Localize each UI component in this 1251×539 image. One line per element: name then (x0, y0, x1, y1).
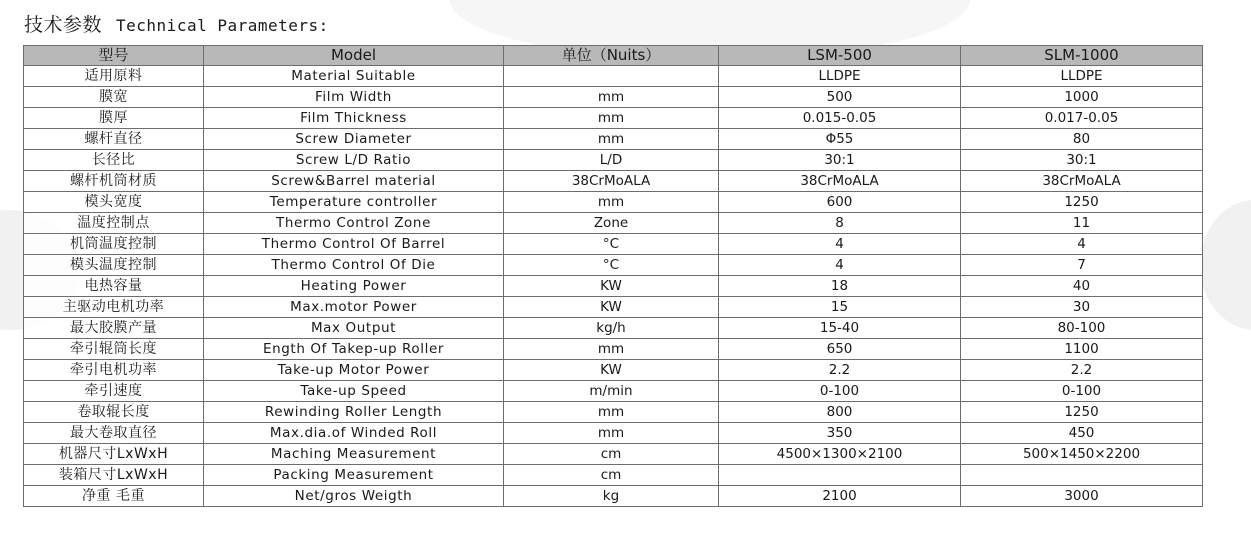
param-unit: KW (504, 297, 719, 318)
table-row (24, 129, 1203, 150)
param-name-zh: 牵引速度 (24, 381, 204, 402)
table-row (24, 297, 1203, 318)
value-slm-1000: 30:1 (961, 150, 1203, 171)
param-name-en: Film Thickness (204, 108, 504, 129)
param-name-zh: 牵引电机功率 (24, 360, 204, 381)
background-shape-right (1200, 200, 1251, 330)
param-name-en: Max.motor Power (204, 297, 504, 318)
param-name-zh: 主驱动电机功率 (24, 297, 204, 318)
value-lsm-500: 30:1 (719, 150, 961, 171)
param-unit: cm (504, 444, 719, 465)
value-slm-1000: LLDPE (961, 66, 1203, 87)
param-name-zh: 机筒温度控制 (24, 234, 204, 255)
value-slm-1000: 80 (961, 129, 1203, 150)
param-name-en: Take-up Motor Power (204, 360, 504, 381)
table-row (24, 255, 1203, 276)
param-name-en: Screw&Barrel material (204, 171, 504, 192)
value-lsm-500: 15 (719, 297, 961, 318)
param-name-en: Rewinding Roller Length (204, 402, 504, 423)
table-row (24, 381, 1203, 402)
param-name-en: Ength Of Takep-up Roller (204, 339, 504, 360)
param-name-en: Maching Measurement (204, 444, 504, 465)
param-name-zh: 模头宽度 (24, 192, 204, 213)
table-row (24, 276, 1203, 297)
table-row (24, 486, 1203, 507)
value-lsm-500: 4 (719, 234, 961, 255)
param-name-zh: 螺杆机筒材质 (24, 171, 204, 192)
param-unit: mm (504, 402, 719, 423)
param-name-en: Temperature controller (204, 192, 504, 213)
table-row (24, 444, 1203, 465)
value-lsm-500: 350 (719, 423, 961, 444)
param-unit: mm (504, 192, 719, 213)
param-name-zh: 最大胶膜产量 (24, 318, 204, 339)
table-row (24, 339, 1203, 360)
param-unit (504, 66, 719, 87)
value-lsm-500 (719, 465, 961, 486)
value-slm-1000: 3000 (961, 486, 1203, 507)
table-header-row (24, 46, 1203, 66)
param-unit: mm (504, 87, 719, 108)
value-lsm-500: 8 (719, 213, 961, 234)
header-lsm-500: LSM-500 (719, 46, 961, 66)
param-name-en: Screw Diameter (204, 129, 504, 150)
value-slm-1000: 1100 (961, 339, 1203, 360)
header-type-zh: 型号 (24, 46, 204, 66)
value-lsm-500: 4 (719, 255, 961, 276)
table-row (24, 87, 1203, 108)
value-lsm-500: 2.2 (719, 360, 961, 381)
param-name-zh: 卷取辊长度 (24, 402, 204, 423)
value-slm-1000: 7 (961, 255, 1203, 276)
header-model: Model (204, 46, 504, 66)
param-unit: °C (504, 255, 719, 276)
param-name-en: Packing Measurement (204, 465, 504, 486)
param-name-zh: 螺杆直径 (24, 129, 204, 150)
value-lsm-500: 600 (719, 192, 961, 213)
param-name-en: Film Width (204, 87, 504, 108)
value-slm-1000 (961, 465, 1203, 486)
param-name-zh: 机器尺寸LxWxH (24, 444, 204, 465)
table-body (24, 66, 1203, 507)
param-name-en: Thermo Control Zone (204, 213, 504, 234)
param-name-en: Max Output (204, 318, 504, 339)
table-row (24, 465, 1203, 486)
value-lsm-500: 2100 (719, 486, 961, 507)
value-slm-1000: 500×1450×2200 (961, 444, 1203, 465)
page-title-zh: 技术参数 (24, 14, 103, 36)
value-lsm-500: 650 (719, 339, 961, 360)
value-slm-1000: 0.017-0.05 (961, 108, 1203, 129)
header-unit: 单位（Nuits） (504, 46, 719, 66)
technical-parameters-table (23, 45, 1203, 507)
value-lsm-500: 800 (719, 402, 961, 423)
value-slm-1000: 1250 (961, 402, 1203, 423)
value-lsm-500: 38CrMoALA (719, 171, 961, 192)
value-slm-1000: 40 (961, 276, 1203, 297)
table-row (24, 192, 1203, 213)
value-slm-1000: 11 (961, 213, 1203, 234)
param-name-zh: 膜厚 (24, 108, 204, 129)
value-lsm-500: 18 (719, 276, 961, 297)
param-name-en: Thermo Control Of Die (204, 255, 504, 276)
param-name-zh: 模头温度控制 (24, 255, 204, 276)
page-title (24, 10, 329, 37)
param-unit: L/D (504, 150, 719, 171)
param-name-zh: 最大卷取直径 (24, 423, 204, 444)
value-lsm-500: 15-40 (719, 318, 961, 339)
param-name-en: Material Suitable (204, 66, 504, 87)
table-row (24, 171, 1203, 192)
param-name-zh: 牵引辊筒长度 (24, 339, 204, 360)
table-row (24, 234, 1203, 255)
param-name-en: Screw L/D Ratio (204, 150, 504, 171)
param-unit: kg/h (504, 318, 719, 339)
param-unit: cm (504, 465, 719, 486)
value-slm-1000: 1000 (961, 87, 1203, 108)
param-name-zh: 电热容量 (24, 276, 204, 297)
value-slm-1000: 38CrMoALA (961, 171, 1203, 192)
table-row (24, 213, 1203, 234)
table-row (24, 108, 1203, 129)
table-row (24, 360, 1203, 381)
value-lsm-500: 500 (719, 87, 961, 108)
value-lsm-500: 4500×1300×2100 (719, 444, 961, 465)
param-name-en: Heating Power (204, 276, 504, 297)
param-unit: kg (504, 486, 719, 507)
header-slm-1000: SLM-1000 (961, 46, 1203, 66)
value-lsm-500: 0.015-0.05 (719, 108, 961, 129)
param-unit: mm (504, 108, 719, 129)
param-name-zh: 长径比 (24, 150, 204, 171)
value-slm-1000: 450 (961, 423, 1203, 444)
table-row (24, 150, 1203, 171)
param-name-zh: 温度控制点 (24, 213, 204, 234)
value-lsm-500: Φ55 (719, 129, 961, 150)
param-name-en: Net/gros Weigth (204, 486, 504, 507)
param-name-zh: 适用原料 (24, 66, 204, 87)
value-slm-1000: 2.2 (961, 360, 1203, 381)
value-lsm-500: LLDPE (719, 66, 961, 87)
value-slm-1000: 80-100 (961, 318, 1203, 339)
table-row (24, 318, 1203, 339)
table-row (24, 66, 1203, 87)
param-unit: mm (504, 129, 719, 150)
param-unit: KW (504, 276, 719, 297)
value-slm-1000: 0-100 (961, 381, 1203, 402)
param-unit: m/min (504, 381, 719, 402)
param-unit: Zone (504, 213, 719, 234)
table-row (24, 423, 1203, 444)
value-slm-1000: 1250 (961, 192, 1203, 213)
value-slm-1000: 4 (961, 234, 1203, 255)
param-unit: mm (504, 339, 719, 360)
param-name-en: Thermo Control Of Barrel (204, 234, 504, 255)
param-name-zh: 装箱尺寸LxWxH (24, 465, 204, 486)
param-unit: 38CrMoALA (504, 171, 719, 192)
page-title-en: Technical Parameters: (116, 16, 329, 35)
param-unit: mm (504, 423, 719, 444)
param-unit: KW (504, 360, 719, 381)
param-name-en: Max.dia.of Winded Roll (204, 423, 504, 444)
table-row (24, 402, 1203, 423)
param-name-zh: 膜宽 (24, 87, 204, 108)
value-lsm-500: 0-100 (719, 381, 961, 402)
param-unit: °C (504, 234, 719, 255)
value-slm-1000: 30 (961, 297, 1203, 318)
param-name-zh: 净重 毛重 (24, 486, 204, 507)
param-name-en: Take-up Speed (204, 381, 504, 402)
